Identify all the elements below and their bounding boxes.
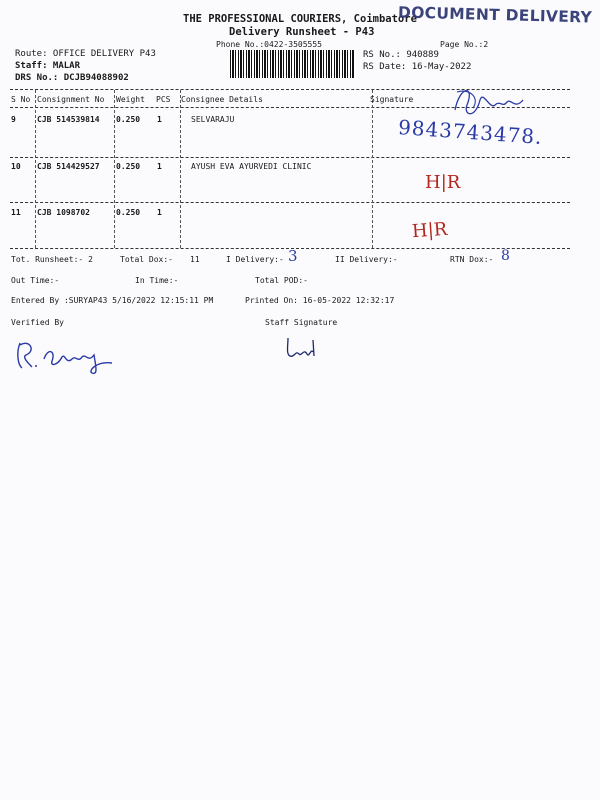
table-row-pcs: 1 [157, 115, 162, 124]
table-row-pcs: 1 [157, 208, 162, 217]
return-dox-label: RTN Dox:- [450, 255, 494, 264]
table-row-consignment: CJB 514429527 [37, 162, 100, 171]
total-dox-label: Total Dox:- [120, 255, 173, 264]
phone-number: Phone No.:0422-3505555 [216, 40, 322, 49]
out-time: Out Time:- [11, 276, 60, 285]
table-row-weight: 0.250 [116, 115, 141, 124]
column-rule [372, 90, 373, 248]
route: Route: OFFICE DELIVERY P43 [15, 49, 156, 59]
header-consignee: Consignee Details [181, 95, 263, 104]
header-consignment: Consignment No [37, 95, 105, 104]
runsheet-title: Delivery Runsheet - P43 [229, 26, 375, 38]
column-rule [114, 90, 115, 248]
total-dox-value: 11 [190, 255, 200, 264]
table-row-consignment: CJB 514539814 [37, 115, 100, 124]
recipient-signature-scribble [445, 80, 535, 125]
second-delivery-label: II Delivery:- [335, 255, 398, 264]
row-rule [10, 202, 570, 203]
barcode [230, 50, 355, 78]
row-rule [10, 157, 570, 158]
table-row-consignment: CJB 1098702 [37, 208, 90, 217]
verifier-signature [12, 333, 132, 378]
in-time: In Time:- [135, 276, 179, 285]
table-row-weight: 0.250 [116, 208, 141, 217]
header-signature: Signature [370, 95, 414, 104]
table-row-sno: 9 [11, 115, 16, 124]
rs-number: RS No.: 940889 [363, 50, 439, 60]
table-row-consignee: AYUSH EVA AYURVEDI CLINIC [191, 162, 312, 171]
total-pod: Total POD:- [255, 276, 308, 285]
column-rule [180, 90, 181, 248]
handwritten-hr-mark: H|R [425, 172, 461, 193]
table-row-sno: 11 [11, 208, 21, 217]
table-row-consignee: SELVARAJU [191, 115, 235, 124]
handwritten-hr-mark: H|R [411, 218, 449, 243]
rs-date: RS Date: 16-May-2022 [363, 62, 472, 72]
header-pcs: PCS [156, 95, 171, 104]
column-rule [35, 90, 36, 248]
staff-signature-label: Staff Signature [265, 318, 338, 327]
printed-on: Printed On: 16-05-2022 12:32:17 [245, 296, 395, 305]
entered-by: Entered By :SURYAP43 5/16/2022 12:15:11 PM [11, 296, 214, 305]
total-runsheet: Tot. Runsheet:- 2 [11, 255, 93, 264]
table-row-sno: 10 [11, 162, 21, 171]
return-dox-handwritten: 8 [501, 248, 510, 264]
table-row-weight: 0.250 [116, 162, 141, 171]
company-name: THE PROFESSIONAL COURIERS, Coimbatore [183, 13, 417, 25]
staff: Staff: MALAR [15, 61, 81, 71]
document-delivery-stamp: DOCUMENT DELIVERY [397, 3, 593, 27]
header-sno: S No [11, 95, 31, 104]
handwritten-phone-number: 9843743478. [397, 114, 544, 150]
staff-signature [282, 334, 327, 364]
verified-by-label: Verified By [11, 318, 64, 327]
header-weight: Weight [116, 95, 145, 104]
drs-number: DRS No.: DCJB94088902 [15, 73, 129, 83]
page-number: Page No.:2 [440, 40, 489, 49]
first-delivery-handwritten: 3 [288, 247, 298, 265]
first-delivery-label: I Delivery:- [226, 255, 284, 264]
table-row-pcs: 1 [157, 162, 162, 171]
